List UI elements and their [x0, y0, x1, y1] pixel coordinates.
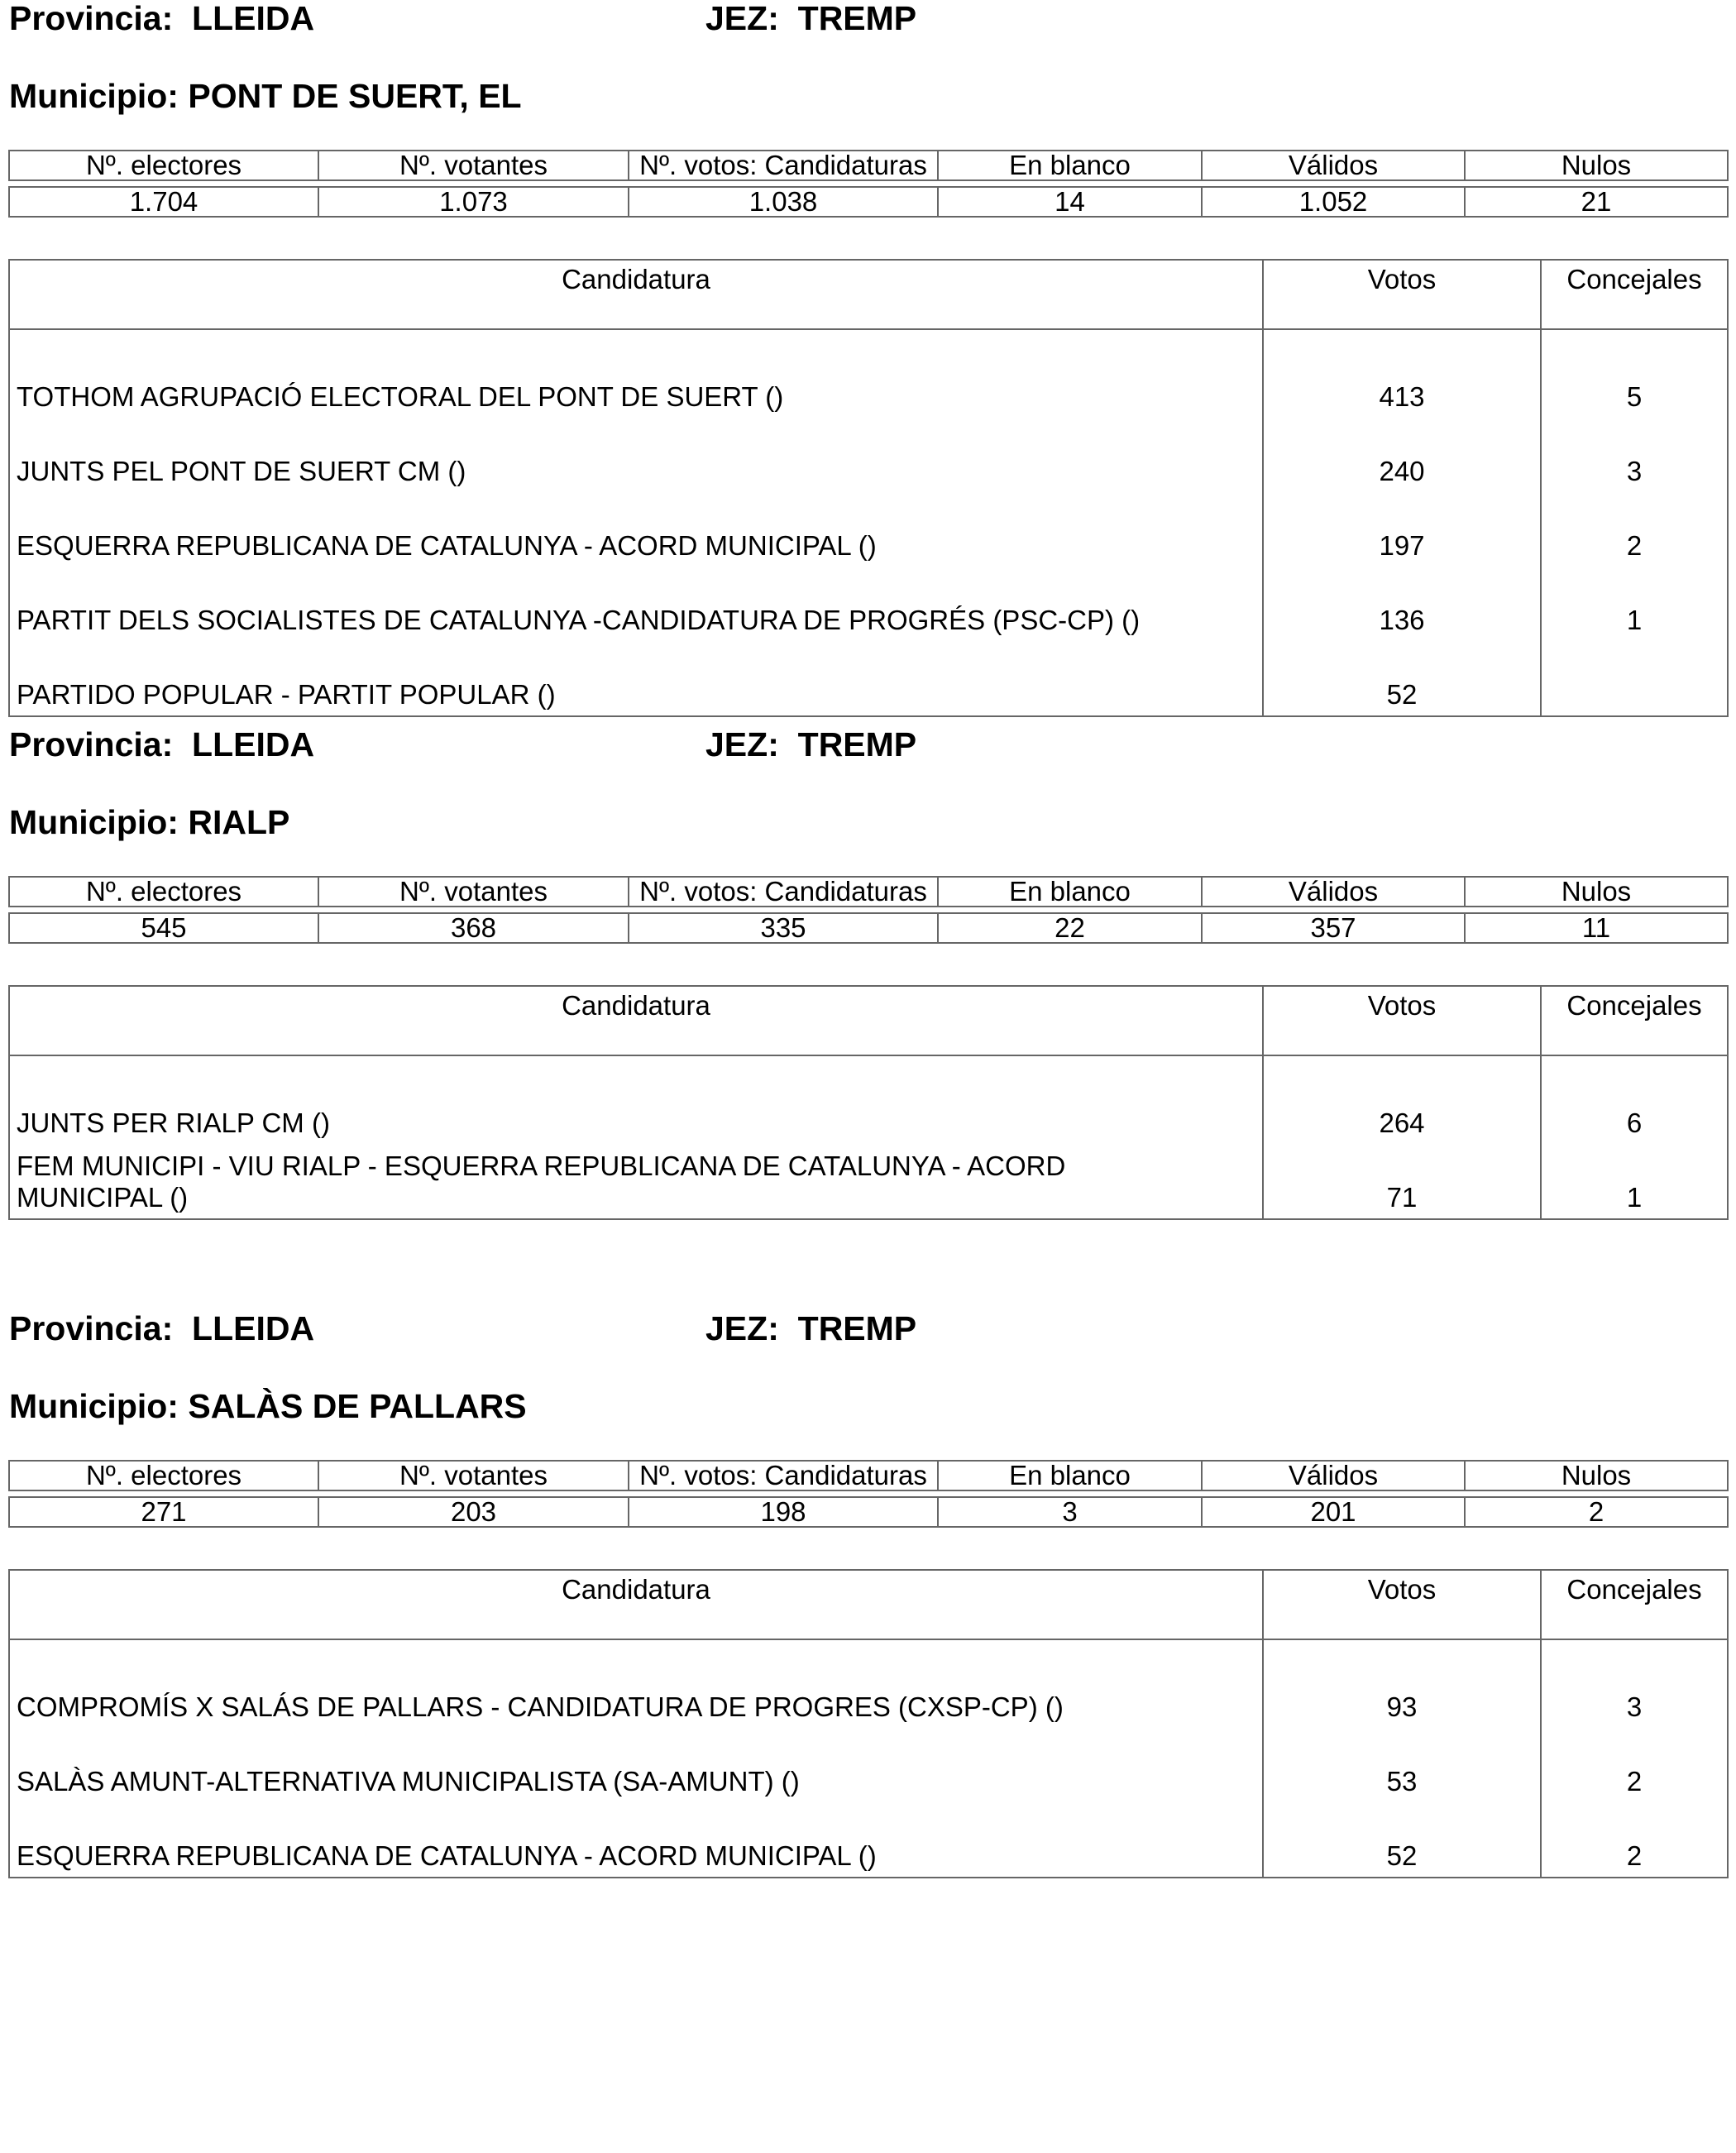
votos-candidaturas-value: 198 [629, 1497, 938, 1527]
provincia-label: Provincia: [9, 1309, 174, 1347]
summary-header-table [8, 150, 1729, 181]
votos-header: Votos [1263, 1570, 1541, 1639]
candidatura-name: ESQUERRA REPUBLICANA DE CATALUNYA - ACORD MUNICIPAL () [9, 1802, 1263, 1878]
votantes-header: Nº. votantes [318, 151, 629, 180]
candidatura-name: COMPROMÍS X SALÁS DE PALLARS - CANDIDATURA DE PROGRES (CXSP-CP) () [9, 1639, 1263, 1728]
validos-header: Válidos [1202, 1461, 1465, 1490]
candidatura-votos: 197 [1263, 492, 1541, 567]
nulos-header: Nulos [1465, 151, 1728, 180]
candidatura-votos: 53 [1263, 1728, 1541, 1802]
concejales-header: Concejales [1541, 986, 1728, 1055]
candidatura-concejales: 1 [1626, 1182, 1643, 1213]
votos-candidaturas-header: Nº. votos: Candidaturas [629, 151, 938, 180]
votantes-header: Nº. votantes [318, 1461, 629, 1490]
jez-value: TREMP [797, 725, 917, 763]
summary-values-table [8, 912, 1729, 944]
jez-value: TREMP [797, 0, 917, 37]
candidatura-name: PARTIDO POPULAR - PARTIT POPULAR () [9, 641, 1263, 716]
candidatura-concejales: 2 [1626, 1766, 1643, 1797]
municipio-line [9, 803, 290, 841]
votos-header: Votos [1263, 260, 1541, 329]
nulos-value: 2 [1465, 1497, 1728, 1527]
provincia-line [9, 2, 314, 36]
votos-candidaturas-header: Nº. votos: Candidaturas [629, 1461, 938, 1490]
votos-candidaturas-value: 1.038 [629, 187, 938, 217]
jez-label: JEZ: [705, 725, 779, 763]
candidatura-votos: 52 [1263, 641, 1541, 716]
candidatura-header: Candidatura [9, 986, 1263, 1055]
votos-candidaturas-value: 335 [629, 913, 938, 943]
table-row [9, 1639, 1728, 1728]
provincia-value: LLEIDA [192, 725, 315, 763]
candidatura-concejales: 6 [1626, 1108, 1643, 1138]
table-row [9, 1144, 1728, 1219]
provincia-label: Provincia: [9, 725, 174, 763]
candidatura-name: PARTIT DELS SOCIALISTES DE CATALUNYA -CANDIDATURA DE PROGRÉS (PSC-CP) () [9, 567, 1263, 641]
nulos-header: Nulos [1465, 1461, 1728, 1490]
votantes-value: 203 [318, 1497, 629, 1527]
provincia-value: LLEIDA [192, 0, 315, 37]
validos-value: 201 [1202, 1497, 1465, 1527]
candidatura-votos: 52 [1263, 1802, 1541, 1878]
candidatura-votos: 93 [1263, 1639, 1541, 1728]
candidatura-name: JUNTS PEL PONT DE SUERT CM () [9, 418, 1263, 492]
summary-values-row [9, 913, 1728, 943]
municipio-value: SALÀS DE PALLARS [188, 1387, 527, 1425]
jez-line [705, 725, 917, 763]
provincia-label: Provincia: [9, 0, 174, 37]
electores-value: 1.704 [9, 187, 318, 217]
candidatura-concejales: 2 [1626, 530, 1643, 561]
votos-candidaturas-header: Nº. votos: Candidaturas [629, 877, 938, 907]
table-row [9, 1055, 1728, 1144]
candidaturas-table [8, 259, 1729, 717]
electores-value: 545 [9, 913, 318, 943]
nulos-header: Nulos [1465, 877, 1728, 907]
candidatura-votos: 264 [1263, 1055, 1541, 1144]
table-row [9, 492, 1728, 567]
en-blanco-header: En blanco [938, 877, 1202, 907]
candidatura-concejales: 5 [1626, 381, 1643, 412]
provincia-line [9, 725, 315, 763]
candidatura-name: SALÀS AMUNT-ALTERNATIVA MUNICIPALISTA (SA-AMUNT) () [9, 1728, 1263, 1802]
provincia-line [9, 1309, 315, 1347]
provincia-value: LLEIDA [192, 1309, 315, 1347]
validos-value: 357 [1202, 913, 1465, 943]
municipio-label: Municipio: [9, 1387, 179, 1425]
electores-header: Nº. electores [9, 151, 318, 180]
municipio-label: Municipio: [9, 77, 179, 115]
summary-header-table [8, 1460, 1729, 1491]
candidatura-concejales: 2 [1626, 1840, 1643, 1871]
votantes-value: 368 [318, 913, 629, 943]
candidatura-name: FEM MUNICIPI - VIU RIALP - ESQUERRA REPUBLICANA DE CATALUNYA - ACORD MUNICIPAL () [9, 1144, 1263, 1219]
summary-header-row [9, 877, 1728, 907]
candidatura-name: TOTHOM AGRUPACIÓ ELECTORAL DEL PONT DE SUERT () [9, 329, 1263, 418]
summary-values-table [8, 1496, 1729, 1528]
candidatura-concejales: 3 [1626, 456, 1643, 486]
candidatura-concejales [1541, 641, 1728, 716]
en-blanco-value: 22 [938, 913, 1202, 943]
candidatura-concejales: 1 [1626, 605, 1643, 635]
table-row [9, 1802, 1728, 1878]
table-row [9, 567, 1728, 641]
validos-value: 1.052 [1202, 187, 1465, 217]
votantes-value: 1.073 [318, 187, 629, 217]
jez-line [705, 2, 916, 36]
candidaturas-header-row [9, 986, 1728, 1055]
validos-header: Válidos [1202, 877, 1465, 907]
table-row [9, 1728, 1728, 1802]
municipio-line [9, 79, 522, 113]
jez-value: TREMP [797, 1309, 917, 1347]
en-blanco-value: 3 [938, 1497, 1202, 1527]
municipio-line [9, 1387, 527, 1425]
en-blanco-value: 14 [938, 187, 1202, 217]
candidaturas-table [8, 985, 1729, 1220]
summary-header-row [9, 1461, 1728, 1490]
jez-line [705, 1309, 917, 1347]
summary-values-row [9, 187, 1728, 217]
validos-header: Válidos [1202, 151, 1465, 180]
candidatura-votos: 136 [1263, 567, 1541, 641]
concejales-header: Concejales [1541, 1570, 1728, 1639]
summary-header-table [8, 876, 1729, 907]
jez-label: JEZ: [705, 1309, 779, 1347]
candidatura-name: JUNTS PER RIALP CM () [9, 1055, 1263, 1144]
electores-header: Nº. electores [9, 1461, 318, 1490]
electores-header: Nº. electores [9, 877, 318, 907]
candidatura-votos: 240 [1263, 418, 1541, 492]
electores-value: 271 [9, 1497, 318, 1527]
summary-values-table [8, 186, 1729, 218]
jez-label: JEZ: [705, 0, 779, 37]
concejales-header: Concejales [1541, 260, 1728, 329]
en-blanco-header: En blanco [938, 1461, 1202, 1490]
nulos-value: 21 [1465, 187, 1728, 217]
municipio-value: RIALP [188, 803, 290, 841]
municipio-label: Municipio: [9, 803, 179, 841]
votos-header: Votos [1263, 986, 1541, 1055]
candidatura-votos: 71 [1263, 1144, 1541, 1219]
nulos-value: 11 [1465, 913, 1728, 943]
candidaturas-header-row [9, 1570, 1728, 1639]
candidaturas-header-row [9, 260, 1728, 329]
candidatura-concejales: 3 [1626, 1691, 1643, 1722]
candidatura-name: ESQUERRA REPUBLICANA DE CATALUNYA - ACORD MUNICIPAL () [9, 492, 1263, 567]
summary-header-row [9, 151, 1728, 180]
en-blanco-header: En blanco [938, 151, 1202, 180]
summary-values-row [9, 1497, 1728, 1527]
candidaturas-table [8, 1569, 1729, 1878]
candidatura-header: Candidatura [9, 260, 1263, 329]
votantes-header: Nº. votantes [318, 877, 629, 907]
table-row [9, 641, 1728, 716]
candidatura-votos: 413 [1263, 329, 1541, 418]
table-row [9, 329, 1728, 418]
municipio-value: PONT DE SUERT, EL [188, 77, 522, 115]
candidatura-header: Candidatura [9, 1570, 1263, 1639]
table-row [9, 418, 1728, 492]
